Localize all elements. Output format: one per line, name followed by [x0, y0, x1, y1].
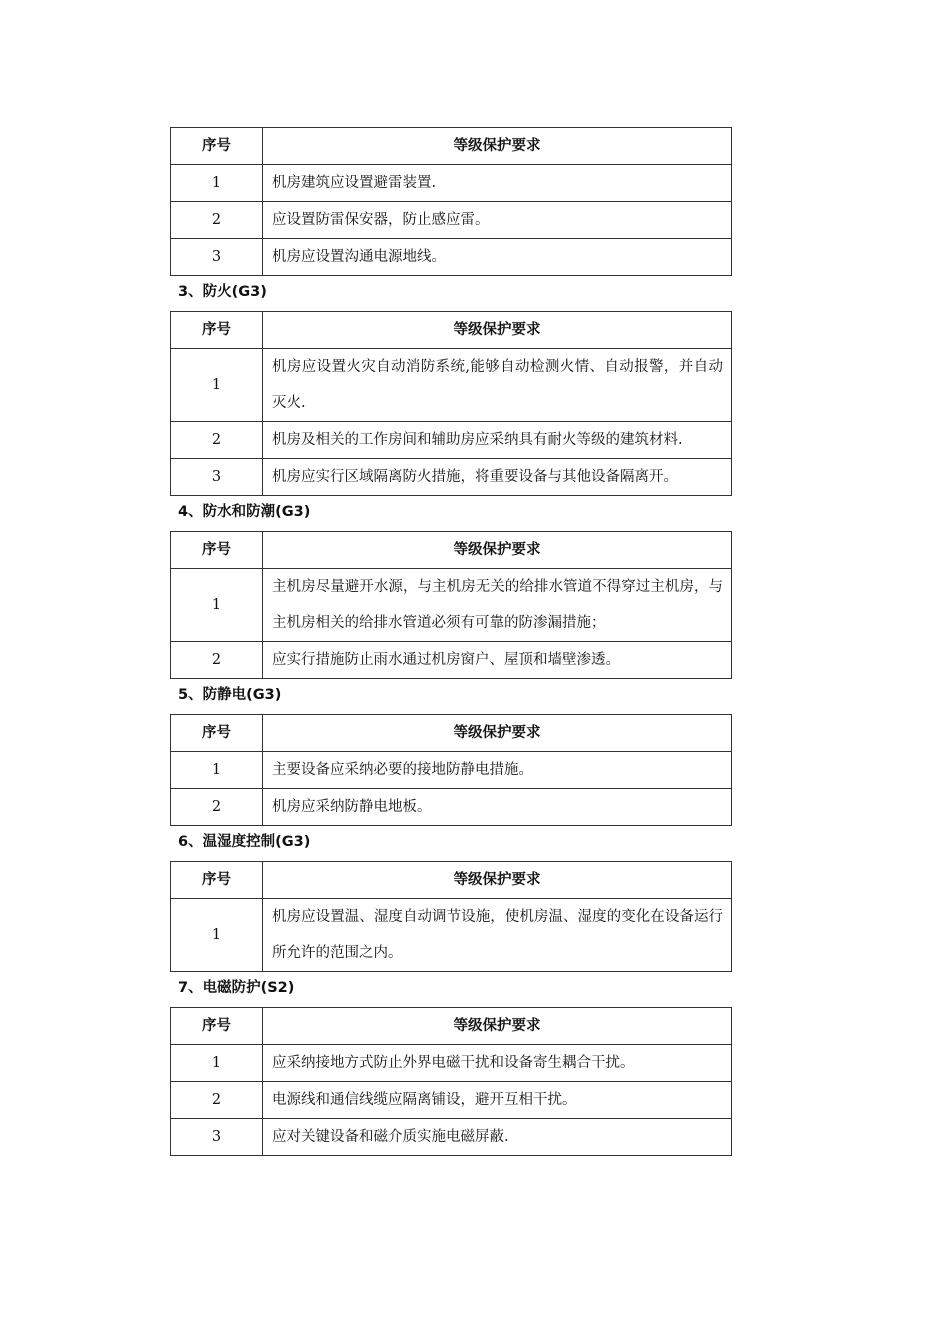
- column-header-requirement: 等级保护要求: [263, 715, 732, 752]
- table-row: [171, 1119, 732, 1156]
- column-header-no: 序号: [171, 715, 263, 752]
- row-number: 2: [171, 789, 263, 826]
- table-row: [171, 899, 732, 972]
- requirements-table: [170, 127, 732, 276]
- table-row: [171, 165, 732, 202]
- row-number: 1: [171, 752, 263, 789]
- requirement-text: 机房及相关的工作房间和辅助房应采纳具有耐火等级的建筑材料.: [263, 422, 732, 459]
- section-heading: 7、电磁防护(S2): [178, 980, 295, 996]
- requirement-text: 机房应实行区域隔离防火措施，将重要设备与其他设备隔离开。: [263, 459, 732, 496]
- table-row: [171, 569, 732, 642]
- requirement-text: 机房建筑应设置避雷装置.: [263, 165, 732, 202]
- row-number: 1: [171, 899, 263, 972]
- requirement-text: 电源线和通信线缆应隔离铺设，避开互相干扰。: [263, 1082, 732, 1119]
- table-row: [171, 459, 732, 496]
- column-header-no: 序号: [171, 128, 263, 165]
- row-number: 3: [171, 1119, 263, 1156]
- table-row: [171, 1082, 732, 1119]
- requirement-text: 应设置防雷保安器，防止感应雷。: [263, 202, 732, 239]
- column-header-requirement: 等级保护要求: [263, 312, 732, 349]
- table-header-row: [171, 862, 732, 899]
- section-heading: 6、温湿度控制(G3): [178, 834, 311, 850]
- requirement-text: 主机房尽量避开水源，与主机房无关的给排水管道不得穿过主机房，与主机房相关的给排水管道必须有可靠的防渗漏措施；: [263, 569, 732, 642]
- column-header-requirement: 等级保护要求: [263, 1008, 732, 1045]
- requirements-table: [170, 1007, 732, 1156]
- row-number: 1: [171, 1045, 263, 1082]
- requirement-text: 应实行措施防止雨水通过机房窗户、屋顶和墙壁渗透。: [263, 642, 732, 679]
- document-body: [170, 127, 731, 1156]
- row-number: 3: [171, 239, 263, 276]
- table-header-row: [171, 312, 732, 349]
- column-header-no: 序号: [171, 862, 263, 899]
- requirements-table: [170, 861, 732, 972]
- table-header-row: [171, 1008, 732, 1045]
- requirements-table: [170, 531, 732, 679]
- row-number: 1: [171, 569, 263, 642]
- table-row: [171, 239, 732, 276]
- table-row: [171, 349, 732, 422]
- requirement-text: 机房应设置沟通电源地线。: [263, 239, 732, 276]
- column-header-requirement: 等级保护要求: [263, 128, 732, 165]
- table-row: [171, 752, 732, 789]
- column-header-no: 序号: [171, 532, 263, 569]
- requirement-text: 主要设备应采纳必要的接地防静电措施。: [263, 752, 732, 789]
- row-number: 1: [171, 165, 263, 202]
- section-heading: 5、防静电(G3): [178, 687, 282, 703]
- requirement-text: 机房应设置火灾自动消防系统,能够自动检测火情、自动报警，并自动灭火.: [263, 349, 732, 422]
- section-heading: 3、防火(G3): [178, 284, 267, 300]
- table-header-row: [171, 715, 732, 752]
- requirement-text: 机房应设置温、湿度自动调节设施，使机房温、湿度的变化在设备运行所允许的范围之内。: [263, 899, 732, 972]
- column-header-no: 序号: [171, 312, 263, 349]
- row-number: 2: [171, 202, 263, 239]
- table-row: [171, 789, 732, 826]
- table-row: [171, 202, 732, 239]
- row-number: 2: [171, 422, 263, 459]
- column-header-no: 序号: [171, 1008, 263, 1045]
- requirements-table: [170, 311, 732, 496]
- requirement-text: 应对关键设备和磁介质实施电磁屏蔽.: [263, 1119, 732, 1156]
- column-header-requirement: 等级保护要求: [263, 862, 732, 899]
- row-number: 3: [171, 459, 263, 496]
- section-heading: 4、防水和防潮(G3): [178, 504, 311, 520]
- table-row: [171, 642, 732, 679]
- table-header-row: [171, 128, 732, 165]
- table-row: [171, 1045, 732, 1082]
- requirements-table: [170, 714, 732, 826]
- requirement-text: 机房应采纳防静电地板。: [263, 789, 732, 826]
- requirement-text: 应采纳接地方式防止外界电磁干扰和设备寄生耦合干扰。: [263, 1045, 732, 1082]
- row-number: 2: [171, 1082, 263, 1119]
- row-number: 1: [171, 349, 263, 422]
- row-number: 2: [171, 642, 263, 679]
- table-header-row: [171, 532, 732, 569]
- table-row: [171, 422, 732, 459]
- column-header-requirement: 等级保护要求: [263, 532, 732, 569]
